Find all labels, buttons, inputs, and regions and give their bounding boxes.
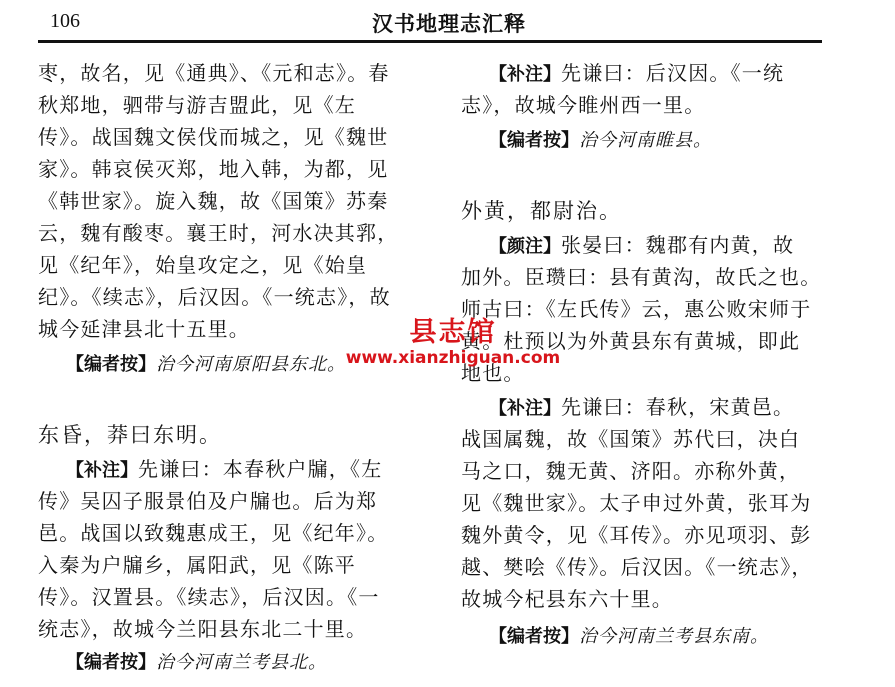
text-line: 秋郑地，驷带与游吉盟此，见《左 (38, 93, 356, 117)
text-line: 魏外黄令，见《耳传》。亦见项羽、彭 (461, 523, 812, 547)
annotation-line (489, 229, 794, 261)
annotation-text: 先谦曰：后汉因。《一统 (561, 61, 785, 85)
editor-note-text: 治今河南兰考县北。 (156, 652, 327, 673)
annotation-tag: 【颜注】 (489, 236, 561, 257)
text-line: 家》。韩哀侯灭郑，地入韩，为都，见 (38, 157, 389, 181)
watermark (338, 318, 568, 368)
text-line: 传》吴囚子服景伯及户牖也。后为郑 (38, 489, 378, 513)
annotation-line (489, 391, 794, 423)
text-line: 枣，故名，见《通典》、《元和志》。春 (38, 61, 390, 85)
text-line: 邑。战国以致魏惠成王，见《纪年》。 (38, 521, 389, 545)
editor-note-tag: 【编者按】 (489, 626, 579, 647)
text-line: 加外。臣瓒曰：县有黄沟，故氏之也。 (461, 265, 822, 289)
text-line: 地也。 (461, 361, 525, 385)
annotation-tag: 【补注】 (489, 64, 561, 85)
page-header (38, 6, 822, 40)
annotation-tag: 【补注】 (489, 398, 561, 419)
text-line: 城今延津县北十五里。 (38, 317, 250, 341)
editor-note (66, 645, 327, 677)
editor-note-text: 治今河南原阳县东北。 (156, 354, 346, 375)
editor-note (66, 347, 346, 379)
text-line: 战国属魏，故《国策》苏代曰，决白 (461, 427, 801, 451)
book-title: 汉书地理志汇释 (372, 11, 526, 36)
entry-heading: 东昏，莽曰东明。 (38, 423, 222, 447)
annotation-line (66, 453, 382, 485)
text-line: 越、樊哙《传》。后汉因。《一统志》， (461, 555, 813, 579)
editor-note-tag: 【编者按】 (66, 354, 156, 375)
text-line: 师古曰：《左氏传》云，惠公败宋师于 (461, 297, 812, 321)
text-line: 纪》。《续志》，后汉因。《一统志》，故 (38, 285, 391, 309)
text-line: 志》，故城今睢州西一里。 (461, 93, 706, 117)
editor-note-tag: 【编者按】 (66, 652, 156, 673)
text-line: 入秦为户牖乡，属阳武，见《陈平 (38, 553, 356, 577)
editor-note-text: 治今河南兰考县东南。 (579, 626, 769, 647)
text-line: 见《纪年》，始皇攻定之，见《始皇 (38, 253, 368, 277)
text-line: 马之口，魏无黄、济阳。亦称外黄， (461, 459, 801, 483)
text-line: 《韩世家》。旋入魏，故《国策》苏秦 (38, 189, 389, 213)
text-line: 黄。杜预以为外黄县东有黄城，即此 (461, 329, 801, 353)
editor-note-text: 治今河南睢县。 (579, 130, 712, 151)
text-line: 传》。战国魏文侯伐而城之，见《魏世 (38, 125, 389, 149)
text-line: 见《魏世家》。太子申过外黄，张耳为 (461, 491, 812, 515)
annotation-line (489, 57, 784, 89)
watermark-url: www.xianzhiguan.com (345, 348, 561, 368)
page-number: 106 (50, 10, 80, 32)
editor-note-tag: 【编者按】 (489, 130, 579, 151)
annotation-text: 先谦曰：本春秋户牖，《左 (138, 457, 383, 481)
text-line: 故城今杞县东六十里。 (461, 587, 673, 611)
text-line: 统志》，故城今兰阳县东北二十里。 (38, 617, 368, 641)
annotation-text: 张晏曰：魏郡有内黄，故 (561, 233, 795, 257)
text-line: 传》。汉置县。《续志》，后汉因。《一 (38, 585, 380, 609)
editor-note (489, 123, 712, 155)
editor-note (489, 619, 769, 651)
annotation-tag: 【补注】 (66, 460, 138, 481)
entry-heading: 外黄，都尉治。 (461, 199, 622, 223)
watermark-logo: 县志馆 (409, 317, 497, 348)
text-line: 云，魏有酸枣。襄王时，河水决其郛， (38, 221, 399, 245)
header-rule (38, 40, 822, 43)
annotation-text: 先谦曰：春秋，宋黄邑。 (561, 395, 795, 419)
